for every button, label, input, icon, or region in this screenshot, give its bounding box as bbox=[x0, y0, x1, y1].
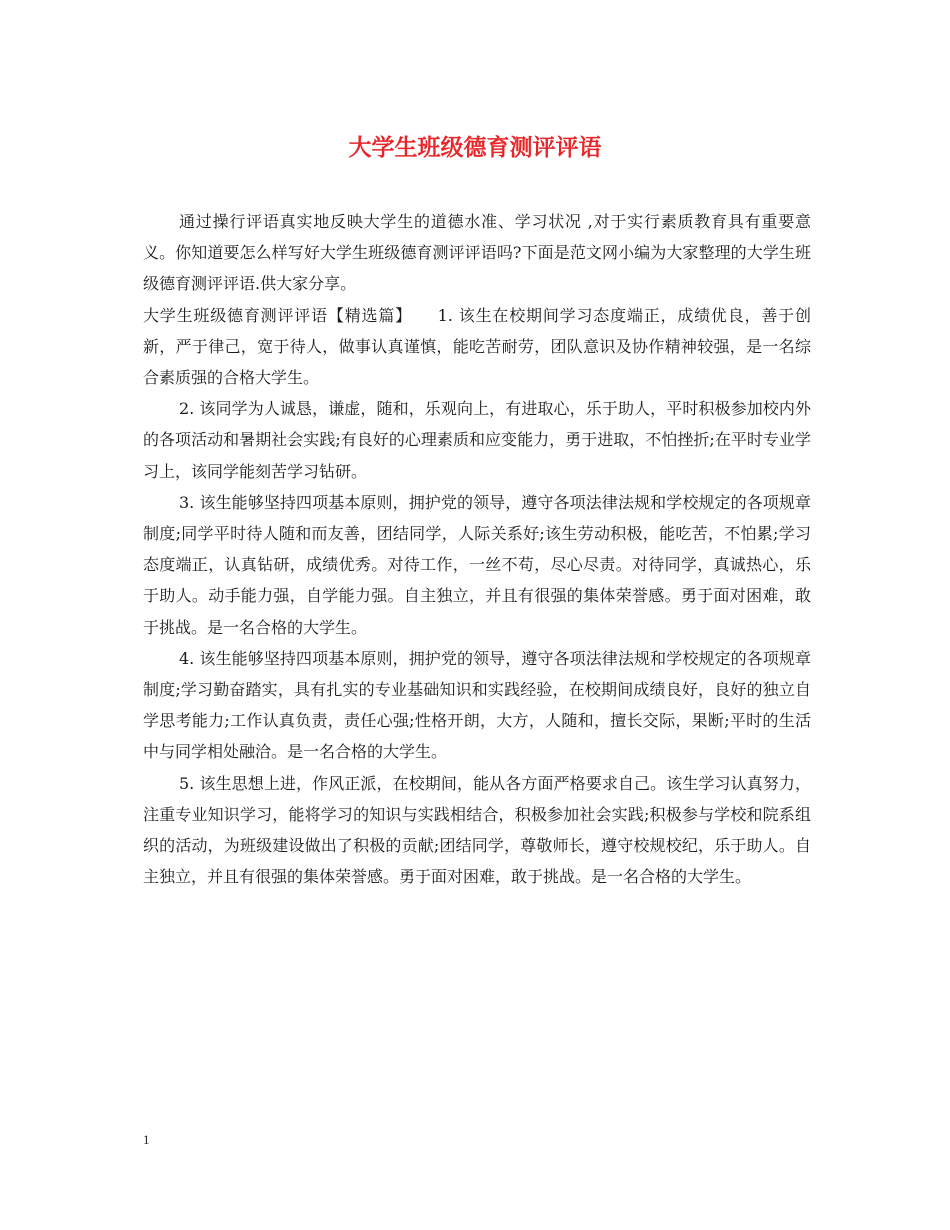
document-body bbox=[143, 206, 811, 892]
document-title: 大学生班级德育测评评语 bbox=[348, 134, 602, 161]
paragraph-2: 2. 该同学为人诚恳，谦虚，随和，乐观向上，有进取心，乐于助人，平时积极参加校内外的各项活动和暑期社会实践;有良好的心理素质和应变能力，勇于进取，不怕挫折;在平时专业学习上，该同学能刻苦学习钻研。 bbox=[143, 399, 811, 481]
paragraph-3: 3. 该生能够坚持四项基本原则，拥护党的领导，遵守各项法律法规和学校规定的各项规章制度;同学平时待人随和而友善，团结同学，人际关系好;该生劳动积极，能吃苦，不怕累;学习态度端正，认真钻研，成绩优秀。对待工作，一丝不苟，尽心尽责。对待同学，真诚热心，乐于助人。动手能力强，自学能力强。自主独立，并且有很强的集体荣誉感。勇于面对困难，敢于挑战。是一名合格的大学生。 bbox=[143, 492, 811, 637]
paragraph-5: 5. 该生思想上进，作风正派，在校期间，能从各方面严格要求自己。该生学习认真努力，注重专业知识学习，能将学习的知识与实践相结合，积极参加社会实践;积极参与学校和院系组织的活动，为班级建设做出了积极的贡献;团结同学，尊敬师长，遵守校规校纪，乐于助人。自主独立，并且有很强的集体荣誉感。勇于面对困难，敢于挑战。是一名合格的大学生。 bbox=[143, 773, 811, 887]
intro-paragraph: 通过操行评语真实地反映大学生的道德水准、学习状况 ,对于实行素质教育具有重要意义。你知道要怎么样写好大学生班级德育测评评语吗?下面是范文网小编为大家整理的大学生班级德育测评评语.供大家分享。 bbox=[143, 212, 811, 294]
paragraph-4: 4. 该生能够坚持四项基本原则，拥护党的领导，遵守各项法律法规和学校规定的各项规章制度;学习勤奋踏实，具有扎实的专业基础知识和实践经验，在校期间成绩良好，良好的独立自学思考能力;工作认真负责，责任心强;性格开朗，大方，人随和，擅长交际，果断;平时的生活中与同学相处融洽。是一名合格的大学生。 bbox=[143, 648, 811, 762]
paragraph-1: 大学生班级德育测评评语【精选篇】 1. 该生在校期间学习态度端正，成绩优良，善于创新，严于律己，宽于待人，做事认真谨慎，能吃苦耐劳，团队意识及协作精神较强，是一名综合素质强的合格大学生。 bbox=[143, 305, 811, 388]
page-number: 1 bbox=[143, 1132, 150, 1147]
